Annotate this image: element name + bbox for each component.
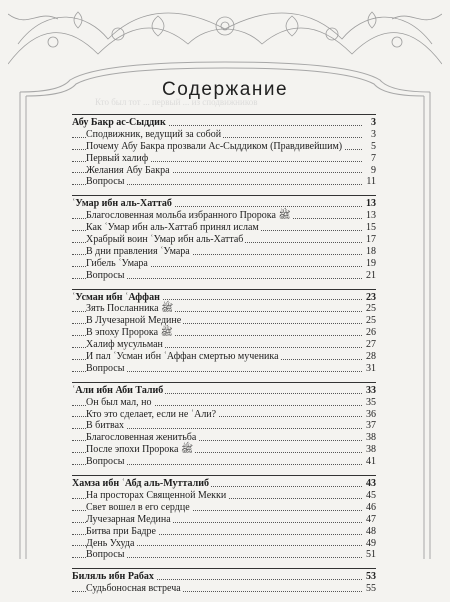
page-number: 11 (366, 176, 376, 188)
toc-entry-label: Вопросы (86, 362, 125, 374)
section-heading (72, 292, 376, 304)
page-number: 38 (366, 432, 376, 444)
toc-entry (72, 129, 376, 141)
toc-entry (72, 514, 376, 526)
section-divider (72, 289, 376, 290)
page-number: 25 (366, 303, 376, 315)
toc-entry (72, 234, 376, 246)
section-heading-label: Хамза ибн ʿАбд аль-Мутталиб (72, 478, 209, 490)
toc-entry (72, 502, 376, 514)
page-number: 33 (366, 384, 376, 396)
toc-section (72, 568, 376, 595)
page-number: 27 (366, 339, 376, 351)
toc-entry (72, 351, 376, 363)
page-number: 36 (366, 408, 376, 420)
toc-entry-label: Благословенная женитьба (86, 432, 197, 444)
page-number: 53 (366, 571, 376, 583)
toc-entry-label: Кто это сделает, если не ʿАли? (86, 408, 217, 420)
toc-entry-label: Первый халиф (86, 152, 149, 164)
page-number: 31 (366, 362, 376, 374)
page-number: 3 (371, 128, 376, 140)
toc-entry-label: Вопросы (86, 176, 125, 188)
section-divider (72, 475, 376, 476)
toc-section (72, 114, 376, 188)
toc-entry (72, 456, 376, 468)
page-number: 35 (366, 396, 376, 408)
page-number: 19 (366, 257, 376, 269)
toc-entry (72, 270, 376, 282)
toc-entry-label: Вопросы (86, 456, 125, 468)
toc-section (72, 475, 376, 561)
page-number: 13 (366, 198, 376, 210)
page-number: 25 (366, 315, 376, 327)
toc-entry-label: Гибель ʿУмара (86, 257, 148, 269)
page-number: 28 (366, 351, 376, 363)
toc-entry-label: Желания Абу Бакра (86, 164, 170, 176)
toc-entry (72, 222, 376, 234)
page-number: 26 (366, 327, 376, 339)
toc-entry (72, 397, 376, 409)
page-number: 5 (371, 140, 376, 152)
section-divider (72, 114, 376, 115)
page-number: 46 (366, 501, 376, 513)
toc-entry-label: И пал ʿУсман ибн ʿАффан смертью мученика (86, 351, 279, 363)
toc-section (72, 382, 376, 468)
section-heading-label: ʿАли ибн Аби Талиб (72, 384, 164, 396)
section-heading-label: Абу Бакр ас-Сыддик (72, 117, 166, 128)
page-number: 15 (366, 222, 376, 234)
toc-entry (72, 165, 376, 177)
toc-entry (72, 526, 376, 538)
toc-entry (72, 315, 376, 327)
section-divider (72, 382, 376, 383)
toc-entry-label: На просторах Священной Мекки (86, 489, 227, 501)
section-heading-label: ʿУсман ибн ʿАффан (72, 291, 160, 303)
page-number: 47 (366, 513, 376, 525)
toc-entry-label: Вопросы (86, 549, 125, 561)
toc-entry-label: Халиф мусульман (86, 339, 163, 351)
toc-entry-label: Битва при Бадре (86, 525, 156, 537)
toc-section (72, 195, 376, 281)
toc-entry-label: Храбрый воин ʿУмар ибн аль-Хаттаб (86, 234, 244, 246)
toc-entry (72, 432, 376, 444)
page-number: 51 (366, 549, 376, 561)
section-heading (72, 385, 376, 397)
page-number: 38 (366, 444, 376, 456)
top-ornament (8, 4, 442, 86)
page-number: 13 (366, 210, 376, 222)
toc-entry (72, 339, 376, 351)
toc-entry (72, 490, 376, 502)
section-heading (72, 198, 376, 210)
page-number: 37 (366, 420, 376, 432)
toc-entry (72, 258, 376, 270)
bleed-through-text: Кто был тот ... первый ... из сподвижников (95, 97, 258, 107)
toc-entry (72, 444, 376, 456)
toc-entry (72, 420, 376, 432)
toc-entry (72, 176, 376, 188)
toc-entry (72, 153, 376, 165)
toc-section (72, 289, 376, 375)
toc-entry (72, 303, 376, 315)
toc-entry (72, 538, 376, 550)
toc-entry (72, 246, 376, 258)
page-number: 41 (366, 456, 376, 468)
page-number: 3 (371, 117, 376, 128)
section-heading (72, 571, 376, 583)
section-heading-label: ʿУмар ибн аль-Хаттаб (72, 198, 172, 210)
section-divider (72, 568, 376, 569)
page-number: 9 (371, 164, 376, 176)
toc-entry (72, 549, 376, 561)
page-number: 55 (366, 583, 376, 595)
toc-entry-label: В эпоху Пророка ﷺ (86, 327, 173, 339)
page-number: 18 (366, 245, 376, 257)
toc-entry-label: Свет вошел в его сердце (86, 501, 190, 513)
toc-entry-label: Зять Посланника ﷺ (86, 303, 174, 315)
toc-entry (72, 363, 376, 375)
toc-entry-label: Почему Абу Бакра прозвали Ас-Сыддиком (Правдивейшим) (86, 140, 343, 152)
toc-entry (72, 141, 376, 153)
section-heading-label: Биляль ибн Рабах (72, 571, 154, 583)
page-number: 43 (366, 478, 376, 490)
page-number: 45 (366, 489, 376, 501)
section-divider (72, 195, 376, 196)
toc-entry-label: Он был мал, но (86, 396, 152, 408)
toc-entry-label: После эпохи Пророка ﷺ (86, 444, 194, 456)
toc-entry-label: Вопросы (86, 269, 125, 281)
toc-entry (72, 210, 376, 222)
page-number: 48 (366, 525, 376, 537)
table-of-contents (72, 114, 376, 602)
toc-entry-label: Сподвижник, ведущий за собой (86, 128, 222, 140)
toc-entry (72, 583, 376, 595)
page-number: 21 (366, 269, 376, 281)
toc-entry-label: Судьбоносная встреча (86, 583, 181, 595)
toc-entry-label: В Лучезарной Медине (86, 315, 182, 327)
page-number: 23 (366, 291, 376, 303)
section-heading (72, 478, 376, 490)
toc-entry-label: Благословенная мольба избранного Пророка ﷺ (86, 210, 291, 222)
toc-entry-label: Как ʿУмар ибн аль-Хаттаб принял ислам (86, 222, 259, 234)
page-number: 7 (371, 152, 376, 164)
toc-entry-label: В битвах (86, 420, 125, 432)
section-heading (72, 117, 376, 129)
toc-entry (72, 409, 376, 421)
toc-entry-label: В дни правления ʿУмара (86, 245, 190, 257)
toc-entry (72, 327, 376, 339)
page-number: 49 (366, 537, 376, 549)
page-number: 17 (366, 234, 376, 246)
page-title: Содержание (161, 79, 289, 100)
toc-entry-label: День Ухуда (86, 537, 135, 549)
toc-entry-label: Лучезарная Медина (86, 513, 171, 525)
